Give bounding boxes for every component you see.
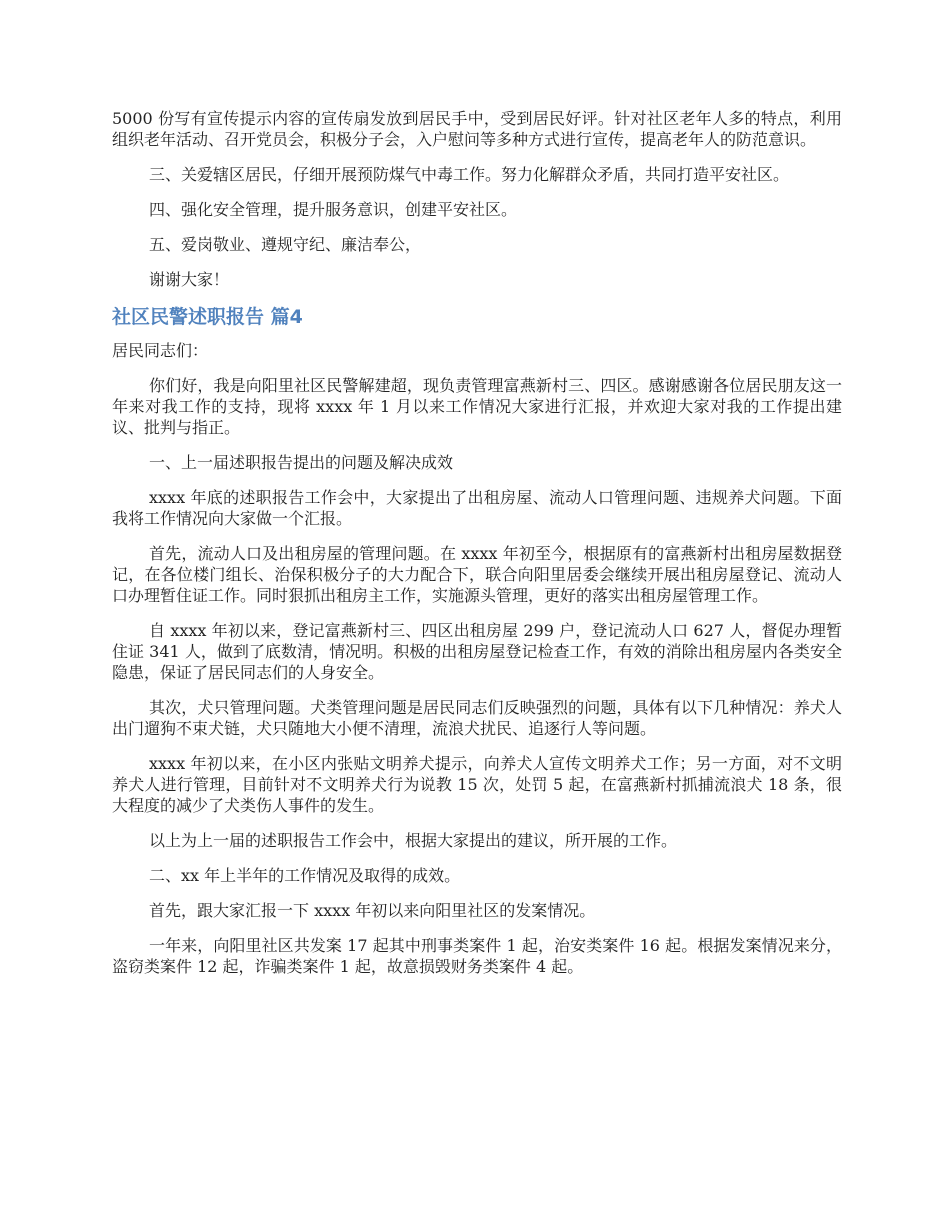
- paragraph-item-3: 三、关爱辖区居民，仔细开展预防煤气中毒工作。努力化解群众矛盾，共同打造平安社区。: [149, 165, 790, 184]
- paragraph-body: 以上为上一届的述职报告工作会中，根据大家提出的建议，所开展的工作。: [149, 831, 678, 850]
- paragraph-body: 其次，犬只管理问题。犬类管理问题是居民同志们反映强烈的问题，具体有以下几种情况：养犬人出门遛狗不束犬链，犬只随地大小便不清理，流浪犬扰民、追逐行人等问题。: [112, 698, 842, 738]
- paragraph-item-5: 五、爱岗敬业、遵规守纪、廉洁奉公，: [149, 235, 422, 254]
- paragraph-subheading-2: 二、xx 年上半年的工作情况及取得的成效。: [149, 866, 461, 885]
- paragraph-body: xxxx 年初以来，在小区内张贴文明养犬提示，向养犬人宣传文明养犬工作；另一方面，对不文明养犬人进行管理，目前针对不文明养犬行为说教 15 次，处罚 5 起，在富燕新村抓捕流浪犬 18 条，很大程度的减少了犬类伤人事件的发生。: [112, 754, 842, 815]
- document-page: [112, 108, 842, 991]
- paragraph-body: 一年来，向阳里社区共发案 17 起其中刑事类案件 1 起，治安类案件 16 起。根据发案情况来分，盗窃类案件 12 起，诈骗类案件 1 起，故意损毁财务类案件 4 起。: [112, 936, 842, 976]
- paragraph-body: xxxx 年底的述职报告工作会中，大家提出了出租房屋、流动人口管理问题、违规养犬问题。下面我将工作情况向大家做一个汇报。: [112, 488, 842, 528]
- paragraph-item-4: 四、强化安全管理，提升服务意识，创建平安社区。: [149, 200, 518, 219]
- paragraph-body: 首先，跟大家汇报一下 xxxx 年初以来向阳里社区的发案情况。: [149, 901, 596, 920]
- salutation: 居民同志们：: [112, 341, 209, 360]
- paragraph-subheading-1: 一、上一届述职报告提出的问题及解决成效: [149, 453, 454, 472]
- paragraph-body: 自 xxxx 年初以来，登记富燕新村三、四区出租房屋 299 户，登记流动人口 627 人，督促办理暂住证 341 人，做到了底数清，情况明。积极的出租房屋登记检查工作，有效的消除出租房屋内各类安全隐患，保证了居民同志们的人身安全。: [112, 621, 842, 682]
- section-heading: 社区民警述职报告 篇4: [112, 306, 303, 328]
- paragraph-thanks: 谢谢大家！: [149, 270, 230, 289]
- paragraph-intro: 你们好，我是向阳里社区民警解建超，现负责管理富燕新村三、四区。感谢感谢各位居民朋友这一年来对我工作的支持，现将 xxxx 年 1 月以来工作情况大家进行汇报，并欢迎大家对我的工作提出建议、批判与指正。: [112, 376, 842, 437]
- paragraph-continued: 5000 份写有宣传提示内容的宣传扇发放到居民手中，受到居民好评。针对社区老年人多的特点，利用组织老年活动、召开党员会，积极分子会，入户慰问等多种方式进行宣传，提高老年人的防范意识。: [112, 109, 842, 149]
- paragraph-body: 首先，流动人口及出租房屋的管理问题。在 xxxx 年初至今，根据原有的富燕新村出租房屋数据登记，在各位楼门组长、治保积极分子的大力配合下，联合向阳里居委会继续开展出租房屋登记、流动人口办理暂住证工作。同时狠抓出租房主工作，实施源头管理，更好的落实出租房屋管理工作。: [112, 544, 842, 605]
